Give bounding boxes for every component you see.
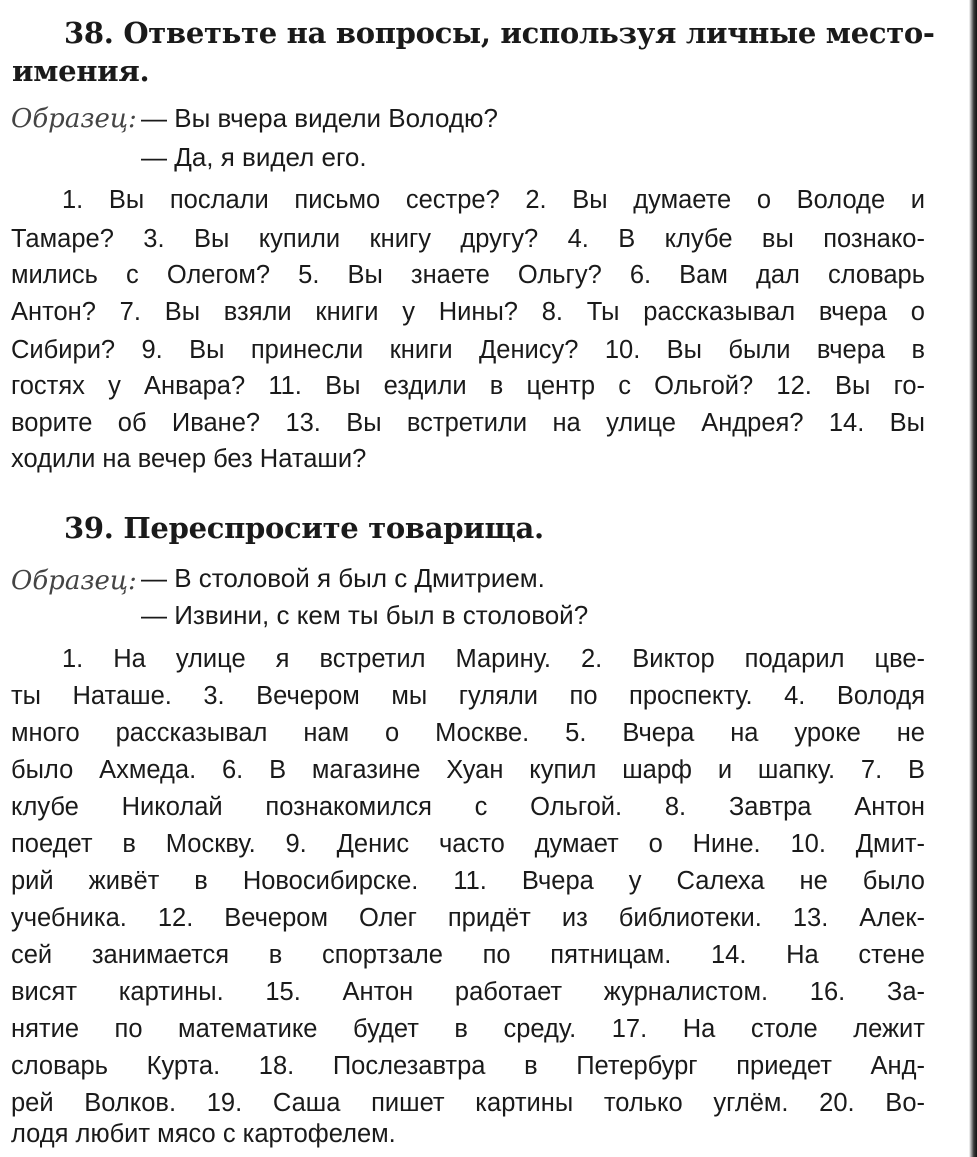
- exercise-39-heading: 39. Переспросите товарища.: [64, 511, 544, 545]
- exercise-39-line: нятие по математике будет в среду. 17. На столе лежит: [11, 1015, 925, 1043]
- exercise-39-line: рей Волков. 19. Саша пишет картины только углём. 20. Во-: [11, 1089, 925, 1117]
- exercise-39-line: рий живёт в Новосибирске. 11. Вчера у Салеха не было: [11, 867, 925, 895]
- exercise-39-sample-label: Образец:: [11, 566, 137, 596]
- exercise-39-line: висят картины. 15. Антон работает журналистом. 16. За-: [11, 978, 925, 1006]
- exercise-38-line: ворите об Иване? 13. Вы встретили на улице Андрея? 14. Вы: [11, 409, 925, 437]
- exercise-38-heading-line1: 38. Ответьте на вопросы, используя личные место-: [64, 16, 935, 50]
- exercise-39-line: сей занимается в спортзале по пятницам. 14. На стене: [11, 941, 925, 969]
- exercise-38-heading: [12, 14, 935, 90]
- exercise-38-line: ходили на вечер без Наташи?: [11, 445, 367, 473]
- exercise-38-line: мились с Олегом? 5. Вы знаете Ольгу? 6. Вам дал словарь: [11, 261, 925, 289]
- exercise-39-line: было Ахмеда. 6. В магазине Хуан купил шарф и шапку. 7. В: [11, 756, 925, 784]
- exercise-39-line: много рассказывал нам о Москве. 5. Вчера на уроке не: [11, 719, 925, 747]
- exercise-38-sample-label: Образец:: [11, 104, 137, 134]
- exercise-39-line: словарь Курта. 18. Послезавтра в Петербург приедет Анд-: [11, 1052, 925, 1080]
- exercise-38-line: Тамаре? 3. Вы купили книгу другу? 4. В клубе вы познако-: [11, 225, 925, 253]
- exercise-38-heading-line2: имения.: [12, 54, 150, 88]
- exercise-38-sample-answer: — Да, я видел его.: [141, 142, 367, 172]
- exercise-39-line: клубе Николай познакомился с Ольгой. 8. Завтра Антон: [11, 793, 925, 821]
- exercise-39-sample-answer: — Извини, с кем ты был в столовой?: [141, 600, 589, 630]
- exercise-38-line: гостях у Анвара? 11. Вы ездили в центр с Ольгой? 12. Вы го-: [11, 372, 925, 400]
- exercise-39-line: ты Наташе. 3. Вечером мы гуляли по проспекту. 4. Володя: [11, 682, 925, 710]
- page-edge-shadow: [969, 0, 977, 1157]
- exercise-38-line: Сибири? 9. Вы принесли книги Денису? 10. Вы были вчера в: [11, 336, 925, 364]
- exercise-39-sample-question: — В столовой я был с Дмитрием.: [141, 563, 545, 593]
- exercise-39-line: учебника. 12. Вечером Олег придёт из библиотеки. 13. Алек-: [11, 904, 925, 932]
- exercise-38-line: 1. Вы послали письмо сестре? 2. Вы думаете о Володе и: [62, 186, 925, 214]
- exercise-39-line: поедет в Москву. 9. Денис часто думает о Нине. 10. Дмит-: [11, 830, 925, 858]
- exercise-39-line: 1. На улице я встретил Марину. 2. Виктор подарил цве-: [62, 645, 925, 673]
- exercise-39-line: лодя любит мясо с картофелем.: [11, 1120, 396, 1148]
- exercise-38-sample-question: — Вы вчера видели Володю?: [141, 103, 499, 133]
- exercise-38-line: Антон? 7. Вы взяли книги у Нины? 8. Ты рассказывал вчера о: [11, 298, 925, 326]
